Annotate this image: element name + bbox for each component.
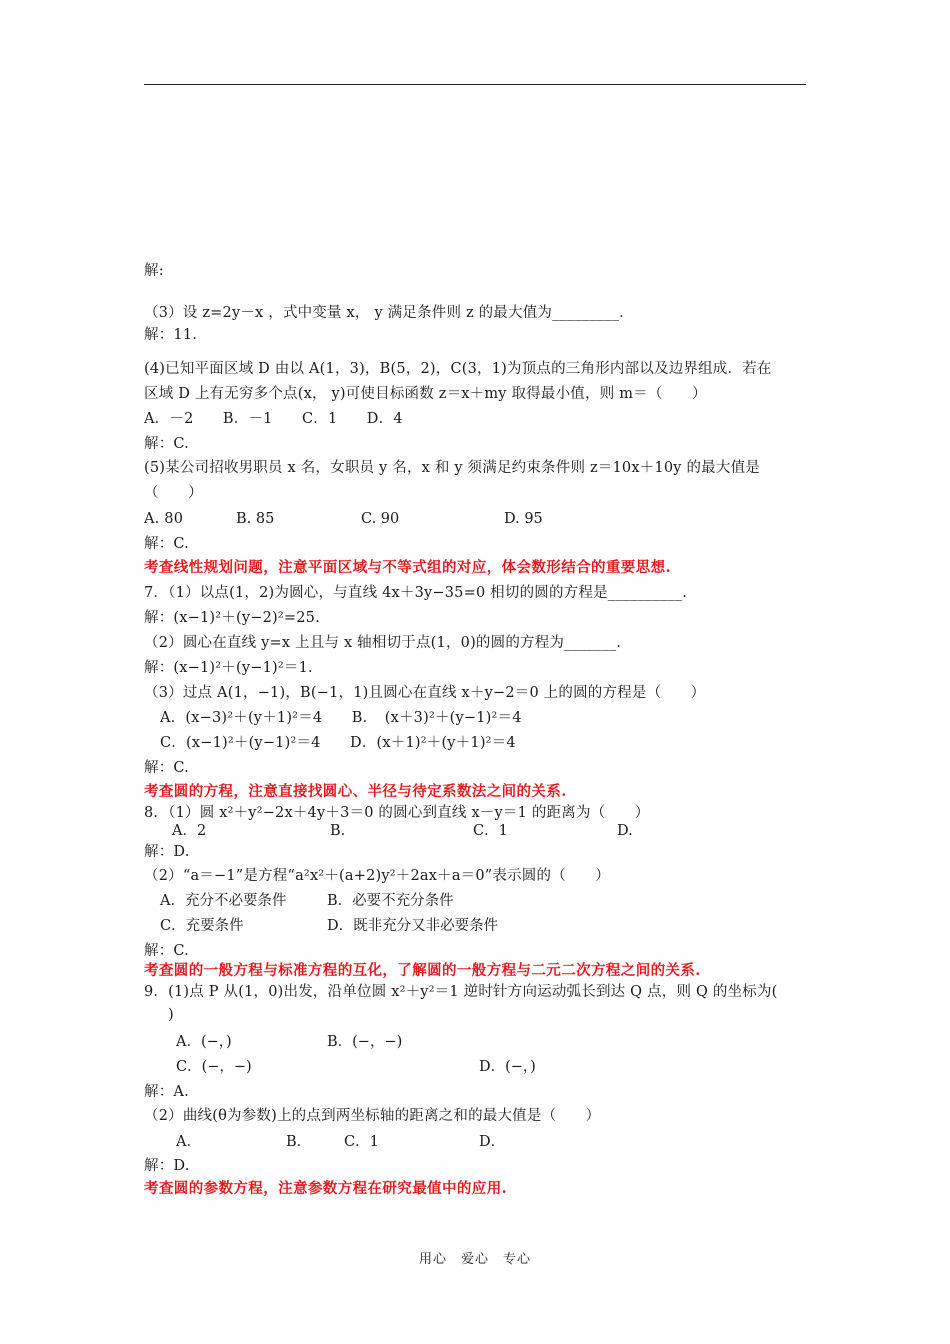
question-7-1-answer: 解：(x−1)²＋(y−2)²=25. <box>144 610 320 626</box>
q3-expression: z=2y－x <box>202 305 264 321</box>
question-7-1: 7．（1）以点(1，2)为圆心，与直线 4x＋3y−35=0 相切的圆的方程是__________. <box>144 585 688 601</box>
note-parametric-equation: 考查圆的参数方程，注意参数方程在研究最值中的应用. <box>144 1180 508 1197</box>
question-4-line2: 区域 D 上有无穷多个点(x， y)可使目标函数 z＝x＋my 取得最小值，则 m＝（ ） <box>144 386 707 402</box>
question-8-1: 8．（1）圆 x²＋y²−2x＋4y＋3＝0 的圆心到直线 x－y＝1 的距离为（ ） <box>144 805 650 821</box>
question-9-1-option-a: A．(−，) <box>176 1034 232 1050</box>
question-5-option-d: D. 95 <box>504 511 543 527</box>
question-9-1-answer: 解：A. <box>144 1084 189 1100</box>
question-7-3-options-cd: C．(x−1)²＋(y−1)²＝4 D．(x＋1)²＋(y＋1)²＝4 <box>160 735 516 751</box>
question-5-answer: 解：C. <box>144 536 189 552</box>
q3-blank: _________ <box>552 305 620 321</box>
question-7-3-answer: 解：C. <box>144 760 189 776</box>
question-8-2-option-b: B．必要不充分条件 <box>327 893 454 909</box>
question-8-1-option-d: D. <box>617 823 633 839</box>
question-5-line1: (5)某公司招收男职员 x 名，女职员 y 名，x 和 y 须满足约束条件则 z＝10x＋10y 的最大值是 <box>144 460 760 476</box>
question-4-answer: 解：C. <box>144 436 189 452</box>
page-footer: 用心 爱心 专心 <box>418 1252 531 1267</box>
question-8-1-option-c: C．1 <box>473 823 508 839</box>
question-9-2-option-b: B． <box>286 1134 312 1150</box>
question-3-answer: 解：11. <box>144 327 198 343</box>
q3-end: ． <box>619 305 634 321</box>
question-5-option-c: C. 90 <box>361 511 400 527</box>
question-3-stem <box>144 304 634 322</box>
question-5-option-a: A. 80 <box>144 511 184 527</box>
question-9-2-option-d: D． <box>479 1134 506 1150</box>
q3-middle: ，式中变量 x， y 满足条件则 z 的最大值为 <box>263 305 553 321</box>
question-9-1: 9．(1)点 P 从(1，0)出发，沿单位圆 x²＋y²＝1 逆时针方向运动弧长到达 Q 点，则 Q 的坐标为( <box>144 984 778 1000</box>
header-rule <box>144 84 806 85</box>
question-5-line2: （ ） <box>144 485 203 501</box>
question-7-2-answer: 解：(x−1)²＋(y−1)²＝1. <box>144 660 313 676</box>
note-linear-programming: 考查线性规划问题，注意平面区域与不等式组的对应，体会数形结合的重要思想. <box>144 559 671 576</box>
question-8-2: （2）“a＝−1”是方程“a²x²＋(a+2)y²＋2ax＋a＝0”表示圆的（ ） <box>144 868 610 884</box>
question-8-2-answer: 解：C. <box>144 943 189 959</box>
question-8-2-option-d: D．既非充分又非必要条件 <box>327 918 499 934</box>
question-9-2-option-c: C．1 <box>344 1134 379 1150</box>
question-9-1-option-d: D．(−，) <box>479 1059 536 1075</box>
question-9-1-continued: ) <box>168 1007 174 1023</box>
solution-label: 解: <box>144 263 164 279</box>
question-8-1-answer: 解：D. <box>144 844 190 860</box>
question-9-2-option-a: A． <box>176 1134 201 1150</box>
question-4-options: A．－2 B．－1 C．1 D．4 <box>144 411 403 427</box>
question-7-3-options-ab: A．(x−3)²＋(y＋1)²＝4 B． (x＋3)²＋(y−1)²＝4 <box>160 710 522 726</box>
question-8-1-option-a: A．2 <box>172 823 207 839</box>
note-general-equation: 考查圆的一般方程与标准方程的互化，了解圆的一般方程与二元二次方程之间的关系. <box>144 962 701 979</box>
question-4-line1: (4)已知平面区域 D 由以 A(1，3)，B(5，2)，C(3，1)为顶点的三角形内部以及边界组成．若在 <box>144 361 772 377</box>
question-7-3: （3）过点 A(1，−1)，B(−1，1)且圆心在直线 x＋y−2＝0 上的圆的方程是（ ） <box>144 685 706 701</box>
question-9-1-option-b: B．(−，−) <box>327 1034 403 1050</box>
question-8-2-option-c: C．充要条件 <box>160 918 244 934</box>
question-5-option-b: B. 85 <box>236 511 275 527</box>
question-9-2-answer: 解：D. <box>144 1158 190 1174</box>
question-8-1-option-b: B. <box>330 823 346 839</box>
question-7-2: （2）圆心在直线 y=x 上且与 x 轴相切于点(1，0)的圆的方程为_______. <box>144 635 622 651</box>
q3-prefix: （3）设 <box>144 305 203 321</box>
question-9-1-option-c: C．(−，−) <box>176 1059 252 1075</box>
note-circle-equation: 考查圆的方程，注意直接找圆心、半径与待定系数法之间的关系. <box>144 783 567 800</box>
question-9-2: （2）曲线(θ为参数)上的点到两坐标轴的距离之和的最大值是（ ） <box>144 1108 601 1124</box>
question-8-2-option-a: A．充分不必要条件 <box>160 893 287 909</box>
